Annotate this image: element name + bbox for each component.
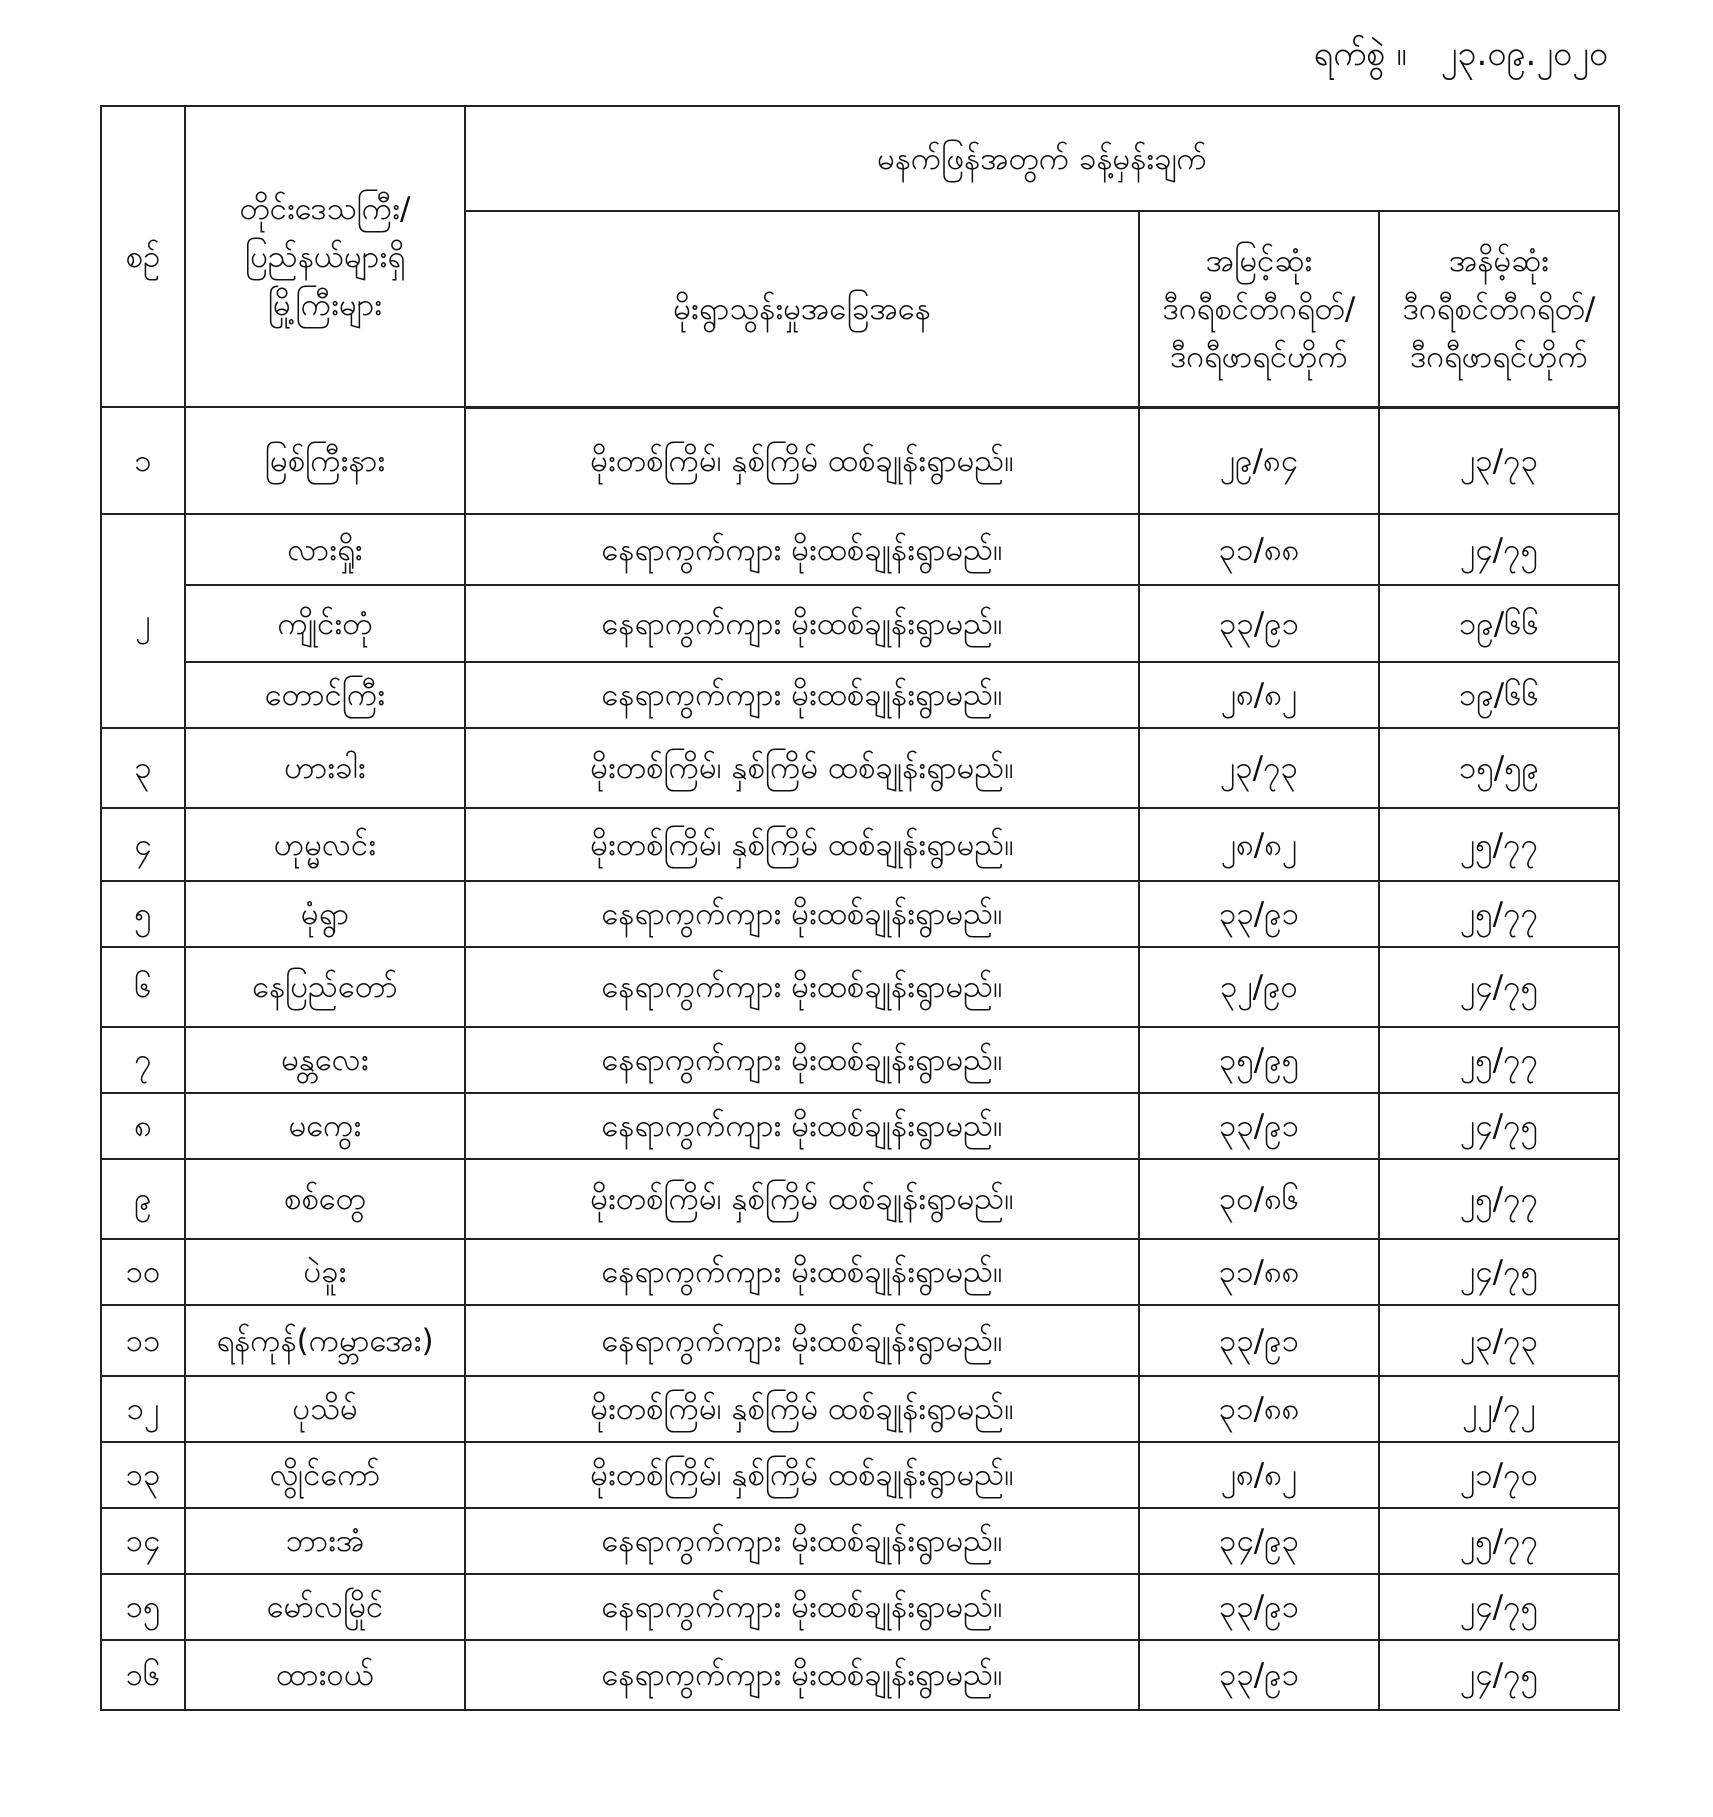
row-city: ရန်ကုန်(ကမ္ဘာအေး): [185, 1305, 465, 1376]
table-row: [101, 1640, 1619, 1710]
row-weather: နေရာကွက်ကျား မိုးထစ်ချုန်းရွာမည်။: [465, 881, 1139, 947]
row-city: ပဲခူး: [185, 1239, 465, 1305]
row-city: မုံရွာ: [185, 881, 465, 947]
header-min-temp: [1379, 211, 1619, 407]
row-city: လွိုင်ကော်: [185, 1442, 465, 1508]
row-city: ဘားအံ: [185, 1508, 465, 1574]
row-city: မော်လမြိုင်: [185, 1574, 465, 1640]
table-row: [101, 1376, 1619, 1442]
header-min-temp-line: ဒီဂရီစင်တီဂရိတ်/: [1402, 290, 1596, 327]
row-min-temp: ၂၅/၇၇: [1379, 808, 1619, 881]
row-min-temp: ၂၃/၇၃: [1379, 407, 1619, 514]
row-city: နေပြည်တော်: [185, 947, 465, 1027]
header-region: [185, 106, 465, 407]
table-row: [101, 1574, 1619, 1640]
row-no: ၃: [101, 728, 185, 808]
row-min-temp: ၂၅/၇၇: [1379, 881, 1619, 947]
row-max-temp: ၃၁/၈၈: [1139, 1376, 1379, 1442]
row-no: ၁၅: [101, 1574, 185, 1640]
row-min-temp: ၂၄/၇၅: [1379, 1239, 1619, 1305]
header-max-temp-line: အမြင့်ဆုံး: [1205, 242, 1313, 279]
weather-forecast-table: [100, 105, 1620, 1711]
row-no: ၁၆: [101, 1640, 185, 1710]
table-row: [101, 947, 1619, 1027]
row-weather: နေရာကွက်ကျား မိုးထစ်ချုန်းရွာမည်။: [465, 1574, 1139, 1640]
row-no: ၁၃: [101, 1442, 185, 1508]
table-header: [101, 106, 1619, 407]
row-max-temp: ၃၃/၉၁: [1139, 1640, 1379, 1710]
row-min-temp: ၁၉/၆၆: [1379, 585, 1619, 662]
row-max-temp: ၃၁/၈၈: [1139, 1239, 1379, 1305]
row-weather: နေရာကွက်ကျား မိုးထစ်ချုန်းရွာမည်။: [465, 1508, 1139, 1574]
table-row: [101, 728, 1619, 808]
row-min-temp: ၂၂/၇၂: [1379, 1376, 1619, 1442]
row-city: စစ်တွေ: [185, 1159, 465, 1239]
table-row: [101, 407, 1619, 514]
row-no: ၅: [101, 881, 185, 947]
table-row: [101, 808, 1619, 881]
row-no: ၂: [101, 514, 185, 728]
row-weather: နေရာကွက်ကျား မိုးထစ်ချုန်းရွာမည်။: [465, 585, 1139, 662]
row-min-temp: ၁၉/၆၆: [1379, 662, 1619, 728]
header-max-temp-line: ဒီဂရီစင်တီဂရိတ်/: [1162, 290, 1356, 327]
row-city: မြစ်ကြီးနား: [185, 407, 465, 514]
row-weather: နေရာကွက်ကျား မိုးထစ်ချုန်းရွာမည်။: [465, 1093, 1139, 1159]
row-weather: မိုးတစ်ကြိမ်၊ နှစ်ကြိမ် ထစ်ချုန်းရွာမည်။: [465, 1159, 1139, 1239]
table-row: [101, 1159, 1619, 1239]
row-no: ၇: [101, 1027, 185, 1093]
row-weather: နေရာကွက်ကျား မိုးထစ်ချုန်းရွာမည်။: [465, 1640, 1139, 1710]
row-min-temp: ၁၅/၅၉: [1379, 728, 1619, 808]
row-max-temp: ၂၈/၈၂: [1139, 1442, 1379, 1508]
row-city: လားရှိုး: [185, 514, 465, 585]
table-row: [101, 1093, 1619, 1159]
row-no: ၉: [101, 1159, 185, 1239]
table-row: [101, 1508, 1619, 1574]
row-weather: မိုးတစ်ကြိမ်၊ နှစ်ကြိမ် ထစ်ချုန်းရွာမည်။: [465, 728, 1139, 808]
header-region-line: ပြည်နယ်များရှိ: [244, 238, 406, 275]
row-no: ၁၀: [101, 1239, 185, 1305]
table-row: [101, 1305, 1619, 1376]
row-min-temp: ၂၅/၇၇: [1379, 1159, 1619, 1239]
row-min-temp: ၂၄/၇၅: [1379, 1093, 1619, 1159]
row-max-temp: ၃၃/၉၁: [1139, 1093, 1379, 1159]
table-row: [101, 881, 1619, 947]
row-weather: မိုးတစ်ကြိမ်၊ နှစ်ကြိမ် ထစ်ချုန်းရွာမည်။: [465, 808, 1139, 881]
row-max-temp: ၃၁/၈၈: [1139, 514, 1379, 585]
row-city: ဟားခါး: [185, 728, 465, 808]
table-body: [101, 407, 1619, 1710]
table-row: [101, 1442, 1619, 1508]
row-weather: နေရာကွက်ကျား မိုးထစ်ချုန်းရွာမည်။: [465, 514, 1139, 585]
row-max-temp: ၃၃/၉၁: [1139, 585, 1379, 662]
row-no: ၁၁: [101, 1305, 185, 1376]
row-weather: မိုးတစ်ကြိမ်၊ နှစ်ကြိမ် ထစ်ချုန်းရွာမည်။: [465, 1376, 1139, 1442]
row-max-temp: ၃၅/၉၅: [1139, 1027, 1379, 1093]
row-weather: နေရာကွက်ကျား မိုးထစ်ချုန်းရွာမည်။: [465, 1027, 1139, 1093]
row-min-temp: ၂၄/၇၅: [1379, 514, 1619, 585]
row-max-temp: ၃၄/၉၃: [1139, 1508, 1379, 1574]
row-city: မန္တလေး: [185, 1027, 465, 1093]
header-weather: မိုးရွာသွန်းမှုအခြေအနေ: [465, 211, 1139, 407]
header-min-temp-line: အနိမ့်ဆုံး: [1448, 242, 1550, 279]
row-max-temp: ၃၂/၉၀: [1139, 947, 1379, 1027]
header-forecast-group: မနက်ဖြန်အတွက် ခန့်မှန်းချက်: [465, 106, 1619, 211]
row-no: ၁၂: [101, 1376, 185, 1442]
date-label: ရက်စွဲ ။: [1313, 34, 1407, 74]
header-no: စဉ်: [101, 106, 185, 407]
date-value: ၂၃.၀၉.၂၀၂၀: [1440, 34, 1608, 74]
row-city: ပုသိမ်: [185, 1376, 465, 1442]
row-max-temp: ၃၃/၉၁: [1139, 881, 1379, 947]
row-min-temp: ၂၁/၇၀: [1379, 1442, 1619, 1508]
table-row: [101, 1027, 1619, 1093]
row-min-temp: ၂၄/၇၅: [1379, 1640, 1619, 1710]
row-weather: နေရာကွက်ကျား မိုးထစ်ချုန်းရွာမည်။: [465, 1305, 1139, 1376]
row-max-temp: ၂၃/၇၃: [1139, 728, 1379, 808]
row-weather: မိုးတစ်ကြိမ်၊ နှစ်ကြိမ် ထစ်ချုန်းရွာမည်။: [465, 1442, 1139, 1508]
header-max-temp: [1139, 211, 1379, 407]
row-no: ၆: [101, 947, 185, 1027]
row-min-temp: ၂၄/၇၅: [1379, 947, 1619, 1027]
row-max-temp: ၃၀/၈၆: [1139, 1159, 1379, 1239]
table-row: [101, 514, 1619, 585]
row-no: ၁၄: [101, 1508, 185, 1574]
row-city: ထားဝယ်: [185, 1640, 465, 1710]
table-row: [101, 585, 1619, 662]
row-min-temp: ၂၅/၇၇: [1379, 1027, 1619, 1093]
row-min-temp: ၂၅/၇၇: [1379, 1508, 1619, 1574]
row-max-temp: ၃၃/၉၁: [1139, 1305, 1379, 1376]
header-max-temp-line: ဒီဂရီဖာရင်ဟိုက်: [1170, 338, 1348, 375]
row-weather: နေရာကွက်ကျား မိုးထစ်ချုန်းရွာမည်။: [465, 947, 1139, 1027]
row-max-temp: ၂၈/၈၂: [1139, 662, 1379, 728]
row-weather: နေရာကွက်ကျား မိုးထစ်ချုန်းရွာမည်။: [465, 1239, 1139, 1305]
row-no: ၄: [101, 808, 185, 881]
row-city: တောင်ကြီး: [185, 662, 465, 728]
row-weather: နေရာကွက်ကျား မိုးထစ်ချုန်းရွာမည်။: [465, 662, 1139, 728]
row-min-temp: ၂၄/၇၅: [1379, 1574, 1619, 1640]
header-region-line: တိုင်းဒေသကြီး/: [239, 190, 411, 227]
row-max-temp: ၃၃/၉၁: [1139, 1574, 1379, 1640]
row-weather: မိုးတစ်ကြိမ်၊ နှစ်ကြိမ် ထစ်ချုန်းရွာမည်။: [465, 407, 1139, 514]
row-city: ဟုမ္မလင်း: [185, 808, 465, 881]
header-region-line: မြို့ကြီးများ: [267, 286, 383, 323]
row-min-temp: ၂၃/၇၃: [1379, 1305, 1619, 1376]
row-city: မကွေး: [185, 1093, 465, 1159]
date-line: [1300, 30, 1608, 78]
row-max-temp: ၂၉/၈၄: [1139, 407, 1379, 514]
header-min-temp-line: ဒီဂရီဖာရင်ဟိုက်: [1410, 338, 1588, 375]
table-row: [101, 662, 1619, 728]
row-no: ၁: [101, 407, 185, 514]
row-max-temp: ၂၈/၈၂: [1139, 808, 1379, 881]
row-no: ၈: [101, 1093, 185, 1159]
table-row: [101, 1239, 1619, 1305]
row-city: ကျိုင်းတုံ: [185, 585, 465, 662]
